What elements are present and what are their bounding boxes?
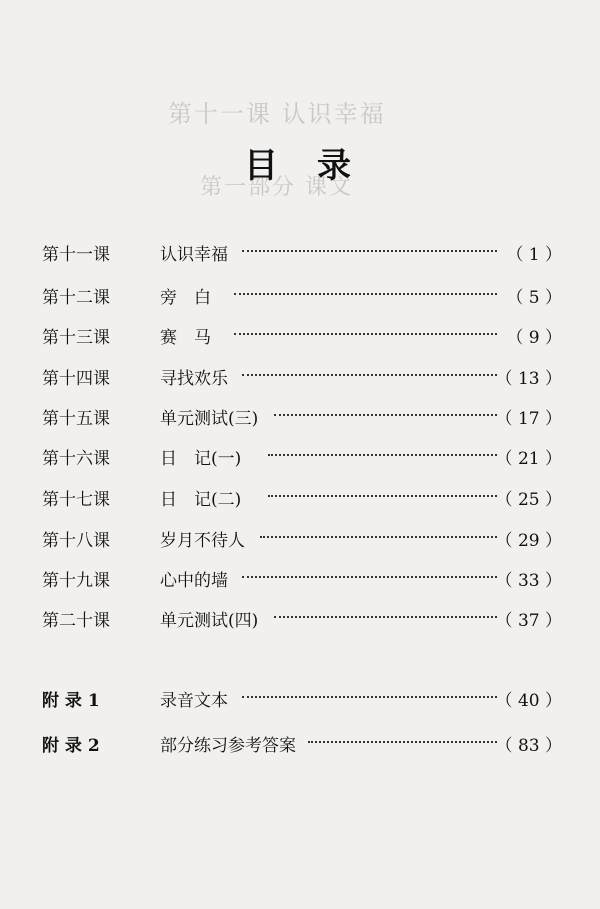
leader-dots	[308, 731, 497, 743]
lesson-number: 第十八课	[42, 531, 110, 551]
page-number: （ 83 ）	[495, 736, 562, 756]
lesson-number: 第十一课	[42, 245, 110, 265]
page-number: （ 9 ）	[506, 328, 562, 348]
leader-dots	[234, 283, 497, 295]
leader-dots	[242, 240, 497, 252]
show-through-text: 第十一课 认识幸福	[168, 100, 386, 128]
lesson-title: 认识幸福	[160, 245, 228, 265]
leader-dots	[274, 606, 497, 618]
appendix-number: 附 录 1	[42, 691, 100, 711]
toc-entry[interactable]	[42, 485, 562, 515]
appendix-title: 录音文本	[160, 691, 228, 711]
lesson-title: 单元测试(四)	[160, 611, 259, 631]
lesson-number: 第十三课	[42, 328, 110, 348]
lesson-number: 第十五课	[42, 409, 110, 429]
appendix-number: 附 录 2	[42, 736, 100, 756]
appendix-title: 部分练习参考答案	[160, 736, 296, 756]
lesson-title: 旁 白	[160, 288, 211, 308]
page-number: （ 33 ）	[495, 571, 562, 591]
lesson-number: 第十四课	[42, 369, 110, 389]
page-number: （ 1 ）	[506, 245, 562, 265]
lesson-title: 寻找欢乐	[160, 369, 228, 389]
page-number: （ 40 ）	[495, 691, 562, 711]
page-number: （ 29 ）	[495, 531, 562, 551]
page-number: （ 13 ）	[495, 369, 562, 389]
lesson-number: 第十九课	[42, 571, 110, 591]
toc-entry[interactable]	[42, 404, 562, 434]
leader-dots	[268, 485, 497, 497]
page-number: （ 25 ）	[495, 490, 562, 510]
show-through-text: 第一部分 课文	[200, 175, 353, 200]
toc-entry[interactable]	[42, 323, 562, 353]
leader-dots	[242, 566, 497, 578]
page-number: （ 37 ）	[495, 611, 562, 631]
lesson-number: 第二十课	[42, 611, 110, 631]
lesson-number: 第十二课	[42, 288, 110, 308]
lesson-title: 赛 马	[160, 328, 211, 348]
page-title	[0, 138, 600, 188]
leader-dots	[274, 404, 497, 416]
lesson-title: 单元测试(三)	[160, 409, 259, 429]
lesson-number: 第十六课	[42, 449, 110, 469]
lesson-title: 岁月不待人	[160, 531, 245, 551]
lesson-title: 日 记(二)	[160, 490, 242, 510]
lesson-number: 第十七课	[42, 490, 110, 510]
leader-dots	[268, 444, 497, 456]
toc-entry[interactable]	[42, 364, 562, 394]
leader-dots	[234, 323, 497, 335]
toc-entry[interactable]	[42, 566, 562, 596]
toc-entry-appendix[interactable]	[42, 686, 562, 716]
page-number: （ 5 ）	[506, 288, 562, 308]
lesson-title: 心中的墙	[160, 571, 228, 591]
toc-entry[interactable]	[42, 283, 562, 313]
title-char: 目	[244, 146, 278, 186]
toc-entry[interactable]	[42, 606, 562, 636]
page-number: （ 21 ）	[495, 449, 562, 469]
toc-entry[interactable]	[42, 526, 562, 556]
leader-dots	[260, 526, 497, 538]
page-number: （ 17 ）	[495, 409, 562, 429]
title-char: 录	[317, 146, 351, 186]
lesson-title: 日 记(一)	[160, 449, 242, 469]
toc-entry[interactable]	[42, 240, 562, 270]
toc-entry-appendix[interactable]	[42, 731, 562, 761]
leader-dots	[242, 686, 497, 698]
toc-entry[interactable]	[42, 444, 562, 474]
leader-dots	[242, 364, 497, 376]
